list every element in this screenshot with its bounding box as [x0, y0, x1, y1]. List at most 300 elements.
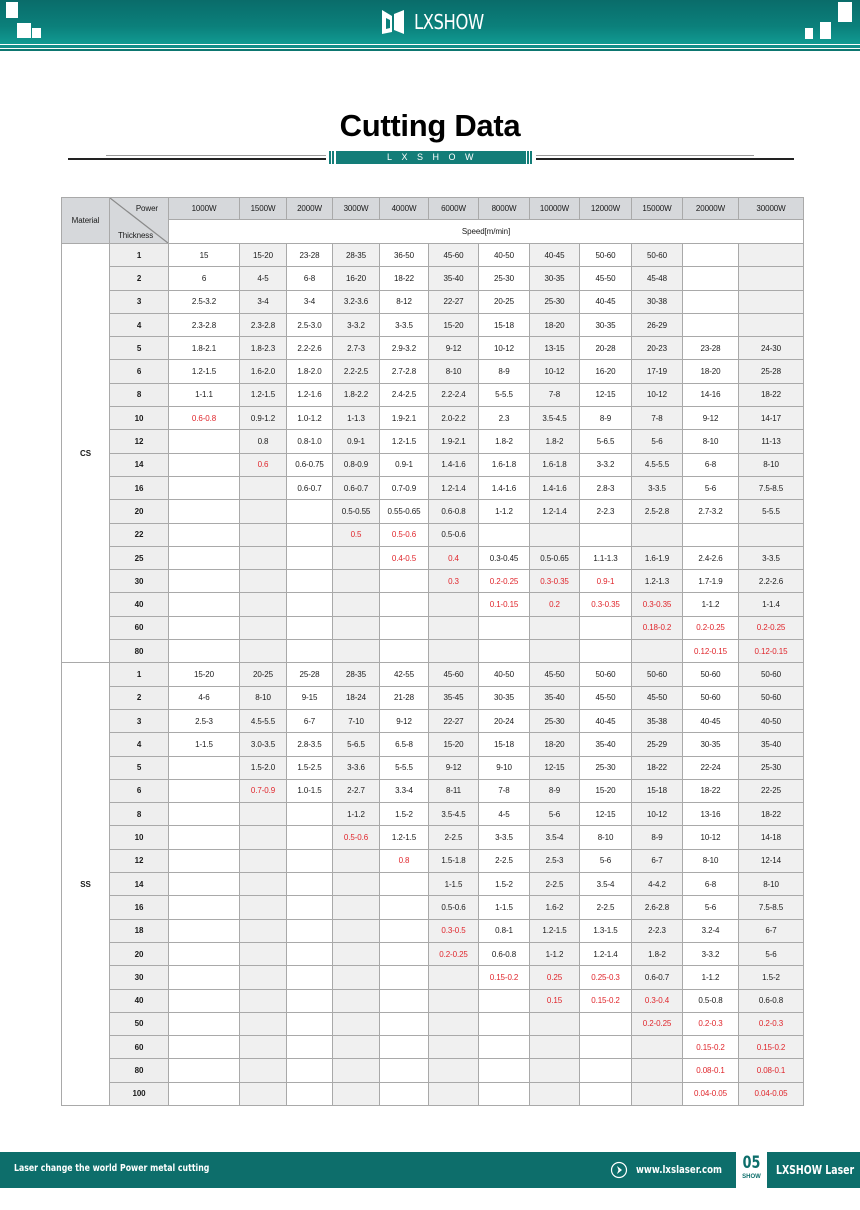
speed-cell: 1.8-2 [632, 942, 683, 965]
speed-cell: 0.8-1.0 [287, 430, 333, 453]
speed-cell [169, 826, 240, 849]
page-number-sub: SHOW [742, 1174, 761, 1180]
speed-cell: 3.3-4 [380, 779, 429, 802]
speed-cell [739, 267, 804, 290]
speed-cell: 0.2-0.25 [739, 616, 804, 639]
speed-cell: 1.6-1.9 [632, 546, 683, 569]
speed-cell [580, 640, 632, 663]
speed-cell: 0.04-0.05 [739, 1082, 804, 1105]
speed-cell: 1-1.4 [739, 593, 804, 616]
table-row [62, 1082, 804, 1105]
speed-cell [429, 593, 479, 616]
speed-cell: 21-28 [380, 686, 429, 709]
speed-cell [240, 523, 287, 546]
speed-cell: 1.2-1.3 [632, 570, 683, 593]
speed-cell: 35-38 [632, 709, 683, 732]
speed-cell: 0.9-1.2 [240, 407, 287, 430]
header-power-value: 2000W [287, 198, 333, 220]
speed-cell: 1.2-1.5 [240, 383, 287, 406]
speed-cell: 15-20 [429, 733, 479, 756]
speed-cell: 15 [169, 244, 240, 267]
speed-cell [530, 523, 580, 546]
speed-cell: 9-12 [429, 337, 479, 360]
speed-cell: 2.9-3.2 [380, 337, 429, 360]
speed-cell: 25-29 [632, 733, 683, 756]
speed-cell [287, 919, 333, 942]
speed-cell [287, 966, 333, 989]
banner-bar [329, 151, 331, 164]
speed-cell: 1.5-2 [479, 873, 530, 896]
speed-cell: 1.8-2.0 [287, 360, 333, 383]
brand-name: LXSHOW [414, 10, 484, 34]
speed-cell [380, 942, 429, 965]
speed-cell [169, 989, 240, 1012]
speed-cell: 0.4 [429, 546, 479, 569]
thickness-cell: 20 [110, 942, 169, 965]
speed-cell [380, 989, 429, 1012]
speed-cell: 25-30 [530, 709, 580, 732]
speed-cell: 30-35 [479, 686, 530, 709]
speed-cell: 5-6 [632, 430, 683, 453]
speed-cell: 0.3-0.5 [429, 919, 479, 942]
speed-cell [287, 640, 333, 663]
page-number-badge [736, 1152, 767, 1190]
speed-cell [479, 989, 530, 1012]
table-row [62, 686, 804, 709]
speed-cell: 1-1.2 [683, 593, 739, 616]
decor-square [32, 28, 41, 38]
speed-cell [169, 523, 240, 546]
table-row [62, 966, 804, 989]
speed-cell [169, 1059, 240, 1082]
speed-cell: 1.8-2.1 [169, 337, 240, 360]
speed-cell: 1.6-1.8 [479, 453, 530, 476]
speed-cell [333, 1036, 380, 1059]
speed-cell: 8-10 [683, 430, 739, 453]
speed-cell: 4.5-5.5 [632, 453, 683, 476]
speed-cell [580, 1036, 632, 1059]
speed-cell: 0.15-0.2 [479, 966, 530, 989]
speed-cell: 2.0-2.2 [429, 407, 479, 430]
speed-cell: 12-14 [739, 849, 804, 872]
speed-cell [380, 966, 429, 989]
speed-cell: 40-45 [580, 290, 632, 313]
speed-cell: 50-60 [683, 663, 739, 686]
speed-cell: 5-6 [739, 942, 804, 965]
speed-cell: 30-38 [632, 290, 683, 313]
header-power-value: 1000W [169, 198, 240, 220]
speed-cell: 6-8 [683, 453, 739, 476]
speed-cell: 6.5-8 [380, 733, 429, 756]
speed-cell: 40-50 [479, 244, 530, 267]
speed-cell [169, 1082, 240, 1105]
thickness-cell: 18 [110, 919, 169, 942]
speed-cell: 18-20 [683, 360, 739, 383]
speed-cell [169, 896, 240, 919]
speed-cell: 30-35 [683, 733, 739, 756]
speed-cell [169, 849, 240, 872]
speed-cell [169, 756, 240, 779]
speed-cell: 2.2-2.5 [333, 360, 380, 383]
thickness-cell: 5 [110, 337, 169, 360]
speed-cell: 2.4-2.5 [380, 383, 429, 406]
speed-cell [287, 1036, 333, 1059]
decor-square [17, 23, 31, 38]
arrow-circle-icon [610, 1161, 628, 1179]
table-row [62, 290, 804, 313]
speed-cell [240, 476, 287, 499]
speed-cell: 50-60 [632, 244, 683, 267]
speed-cell: 1-1.2 [683, 966, 739, 989]
speed-cell: 18-22 [739, 383, 804, 406]
table-row [62, 546, 804, 569]
speed-cell: 2.7-2.8 [380, 360, 429, 383]
speed-cell: 45-50 [632, 686, 683, 709]
speed-cell: 5-5.5 [380, 756, 429, 779]
speed-cell: 25-30 [530, 290, 580, 313]
speed-cell: 0.6-0.8 [739, 989, 804, 1012]
speed-cell: 8-10 [240, 686, 287, 709]
header-power-value: 20000W [683, 198, 739, 220]
decor-square [805, 28, 813, 39]
speed-cell [287, 873, 333, 896]
speed-cell: 0.5-0.6 [429, 523, 479, 546]
speed-cell: 18-22 [739, 803, 804, 826]
thickness-cell: 6 [110, 360, 169, 383]
thickness-cell: 20 [110, 500, 169, 523]
speed-cell: 0.1-0.15 [479, 593, 530, 616]
speed-cell [683, 290, 739, 313]
speed-cell [333, 966, 380, 989]
speed-cell: 9-12 [380, 709, 429, 732]
speed-cell: 45-50 [580, 267, 632, 290]
speed-cell: 8-12 [380, 290, 429, 313]
speed-cell: 1.8-2 [479, 430, 530, 453]
speed-cell: 35-40 [429, 267, 479, 290]
speed-cell [287, 593, 333, 616]
speed-cell: 6-8 [683, 873, 739, 896]
table-row [62, 640, 804, 663]
speed-cell: 4-4.2 [632, 873, 683, 896]
speed-cell: 1-1.5 [429, 873, 479, 896]
speed-cell: 0.2-0.25 [683, 616, 739, 639]
speed-cell [169, 779, 240, 802]
table-row [62, 267, 804, 290]
speed-cell [380, 593, 429, 616]
speed-cell: 28-35 [333, 663, 380, 686]
header-material: Material [62, 198, 110, 244]
speed-cell: 3-3.5 [632, 476, 683, 499]
speed-cell [169, 430, 240, 453]
speed-cell [380, 896, 429, 919]
speed-cell: 15-18 [479, 313, 530, 336]
speed-cell: 20-28 [580, 337, 632, 360]
table-row [62, 500, 804, 523]
speed-cell: 1.5-2.0 [240, 756, 287, 779]
speed-cell [287, 896, 333, 919]
thickness-cell: 14 [110, 453, 169, 476]
speed-cell [333, 1082, 380, 1105]
speed-cell [580, 616, 632, 639]
speed-cell [333, 1012, 380, 1035]
speed-cell: 0.6-0.8 [479, 942, 530, 965]
speed-cell: 45-50 [530, 663, 580, 686]
speed-cell [240, 873, 287, 896]
title-rule [536, 158, 794, 160]
speed-cell [429, 966, 479, 989]
speed-cell: 1.0-1.2 [287, 407, 333, 430]
speed-cell [429, 1059, 479, 1082]
speed-cell [739, 290, 804, 313]
speed-cell [240, 966, 287, 989]
speed-cell: 2-2.7 [333, 779, 380, 802]
speed-cell: 45-60 [429, 663, 479, 686]
table-row [62, 407, 804, 430]
speed-cell [429, 640, 479, 663]
thickness-cell: 16 [110, 896, 169, 919]
decor-square [820, 22, 831, 39]
speed-cell: 0.2-0.25 [632, 1012, 683, 1035]
speed-cell [479, 616, 530, 639]
speed-cell: 0.3 [429, 570, 479, 593]
speed-cell: 5-6.5 [580, 430, 632, 453]
speed-cell [333, 546, 380, 569]
speed-cell: 7.5-8.5 [739, 896, 804, 919]
speed-cell: 22-27 [429, 709, 479, 732]
speed-cell: 1.3-1.5 [580, 919, 632, 942]
thickness-cell: 14 [110, 873, 169, 896]
speed-cell: 4-6 [169, 686, 240, 709]
speed-cell [333, 896, 380, 919]
speed-cell: 2.7-3.2 [683, 500, 739, 523]
speed-cell: 20-24 [479, 709, 530, 732]
speed-cell: 5-6 [580, 849, 632, 872]
footer-website-link[interactable]: www.lxslaser.com [636, 1163, 722, 1176]
banner-bar [527, 151, 529, 164]
speed-cell [287, 942, 333, 965]
speed-cell: 18-20 [530, 313, 580, 336]
speed-cell [169, 640, 240, 663]
speed-cell [683, 313, 739, 336]
speed-cell: 0.6-0.7 [287, 476, 333, 499]
speed-cell: 2.2-2.6 [739, 570, 804, 593]
speed-cell: 28-35 [333, 244, 380, 267]
speed-cell: 5-6 [683, 896, 739, 919]
speed-cell: 2.5-3 [530, 849, 580, 872]
speed-cell: 50-60 [683, 686, 739, 709]
thickness-cell: 22 [110, 523, 169, 546]
thickness-cell: 30 [110, 966, 169, 989]
page-footer [0, 1152, 860, 1188]
speed-cell: 45-60 [429, 244, 479, 267]
speed-cell: 18-20 [530, 733, 580, 756]
speed-cell: 8-10 [739, 453, 804, 476]
table-row [62, 244, 804, 267]
table-row [62, 453, 804, 476]
speed-cell [333, 570, 380, 593]
header-divider [0, 49, 860, 51]
speed-cell [333, 593, 380, 616]
speed-cell: 7-10 [333, 709, 380, 732]
speed-cell: 18-22 [683, 779, 739, 802]
speed-cell: 3.5-4 [580, 873, 632, 896]
speed-cell: 5-6 [530, 803, 580, 826]
speed-cell: 3.2-4 [683, 919, 739, 942]
header-power-value: 10000W [530, 198, 580, 220]
thickness-cell: 6 [110, 779, 169, 802]
speed-cell: 0.2-0.25 [429, 942, 479, 965]
speed-cell: 5-5.5 [739, 500, 804, 523]
speed-cell: 0.6 [240, 453, 287, 476]
speed-cell: 13-16 [683, 803, 739, 826]
speed-cell [333, 989, 380, 1012]
header-power-value: 4000W [380, 198, 429, 220]
speed-cell: 1.4-1.6 [479, 476, 530, 499]
speed-cell: 1.4-1.6 [530, 476, 580, 499]
speed-cell [169, 966, 240, 989]
speed-cell [240, 942, 287, 965]
speed-cell: 1.4-1.6 [429, 453, 479, 476]
banner-text: LXSHOW LASER [336, 151, 526, 164]
thickness-cell: 80 [110, 640, 169, 663]
speed-cell: 0.9-1 [333, 430, 380, 453]
speed-cell [287, 849, 333, 872]
speed-cell [240, 849, 287, 872]
speed-cell: 25-30 [739, 756, 804, 779]
speed-cell [479, 640, 530, 663]
speed-cell: 2.8-3.5 [287, 733, 333, 756]
speed-cell [580, 523, 632, 546]
speed-cell [632, 1036, 683, 1059]
speed-cell [169, 1036, 240, 1059]
speed-cell [287, 989, 333, 1012]
speed-cell [169, 1012, 240, 1035]
speed-cell: 50-60 [580, 244, 632, 267]
title-rule [106, 155, 326, 156]
speed-cell: 2.4-2.6 [683, 546, 739, 569]
speed-cell: 15-18 [632, 779, 683, 802]
speed-cell: 4-5 [479, 803, 530, 826]
thickness-cell: 2 [110, 686, 169, 709]
speed-cell: 2.3-2.8 [240, 313, 287, 336]
table-row [62, 337, 804, 360]
thickness-cell: 10 [110, 407, 169, 430]
speed-cell: 0.2 [530, 593, 580, 616]
speed-cell: 42-55 [380, 663, 429, 686]
speed-cell: 2.2-2.6 [287, 337, 333, 360]
speed-cell: 2.6-2.8 [632, 896, 683, 919]
speed-cell [333, 942, 380, 965]
speed-cell: 50-60 [580, 663, 632, 686]
speed-cell: 3-4 [287, 290, 333, 313]
speed-cell: 6-7 [739, 919, 804, 942]
speed-cell: 1-1.2 [479, 500, 530, 523]
header-power-value: 12000W [580, 198, 632, 220]
speed-cell [429, 1082, 479, 1105]
speed-cell: 23-28 [287, 244, 333, 267]
table-row [62, 430, 804, 453]
speed-cell [530, 640, 580, 663]
speed-cell [240, 803, 287, 826]
speed-cell: 7-8 [479, 779, 530, 802]
speed-cell: 0.12-0.15 [739, 640, 804, 663]
page-number: 05 [742, 1153, 761, 1173]
table-row [62, 989, 804, 1012]
speed-cell: 50-60 [739, 686, 804, 709]
speed-cell [429, 989, 479, 1012]
speed-cell: 10-12 [530, 360, 580, 383]
speed-cell: 1.2-1.5 [380, 826, 429, 849]
speed-cell [683, 244, 739, 267]
speed-cell: 1.2-1.4 [580, 942, 632, 965]
speed-cell: 3-3.2 [580, 453, 632, 476]
speed-cell: 2-2.5 [479, 849, 530, 872]
speed-cell [632, 1082, 683, 1105]
speed-cell: 7-8 [530, 383, 580, 406]
speed-cell: 1-1.2 [530, 942, 580, 965]
speed-cell [169, 546, 240, 569]
speed-cell: 9-15 [287, 686, 333, 709]
speed-cell: 4-5 [240, 267, 287, 290]
material-cell: CS [62, 244, 110, 663]
speed-cell: 25-28 [739, 360, 804, 383]
thickness-cell: 8 [110, 383, 169, 406]
speed-cell: 5-5.5 [479, 383, 530, 406]
title-banner [329, 151, 533, 175]
speed-cell: 4.5-5.5 [240, 709, 287, 732]
speed-cell: 13-15 [530, 337, 580, 360]
table-row [62, 873, 804, 896]
speed-cell: 2.5-3.2 [169, 290, 240, 313]
thickness-cell: 50 [110, 1012, 169, 1035]
footer-slogan: Laser change the world Power metal cutting [14, 1163, 210, 1174]
speed-cell [169, 593, 240, 616]
footer-brand: LXSHOW Laser [776, 1163, 855, 1177]
speed-cell [287, 1059, 333, 1082]
speed-cell: 22-27 [429, 290, 479, 313]
speed-cell: 11-13 [739, 430, 804, 453]
table-row [62, 942, 804, 965]
table-header-row [62, 198, 804, 220]
speed-cell: 0.15-0.2 [739, 1036, 804, 1059]
speed-cell: 3-3.2 [683, 942, 739, 965]
lxshow-logo-icon [380, 8, 410, 36]
speed-cell: 1-1.5 [169, 733, 240, 756]
speed-cell: 6-7 [632, 849, 683, 872]
speed-cell [479, 1012, 530, 1035]
table-row [62, 1036, 804, 1059]
speed-cell: 5-6 [683, 476, 739, 499]
speed-cell [287, 1012, 333, 1035]
speed-cell [380, 616, 429, 639]
speed-cell: 0.8 [240, 430, 287, 453]
table-row [62, 733, 804, 756]
speed-cell: 3.2-3.6 [333, 290, 380, 313]
speed-cell: 15-20 [169, 663, 240, 686]
speed-cell: 1.6-2.0 [240, 360, 287, 383]
speed-cell: 1.2-1.4 [530, 500, 580, 523]
speed-cell: 9-10 [479, 756, 530, 779]
table-body [62, 244, 804, 1106]
thickness-cell: 10 [110, 826, 169, 849]
speed-cell: 1.8-2.2 [333, 383, 380, 406]
thickness-cell: 60 [110, 1036, 169, 1059]
title-rule [68, 158, 326, 160]
speed-cell: 0.3-0.45 [479, 546, 530, 569]
speed-cell [429, 1012, 479, 1035]
speed-cell [169, 942, 240, 965]
thickness-cell: 12 [110, 849, 169, 872]
